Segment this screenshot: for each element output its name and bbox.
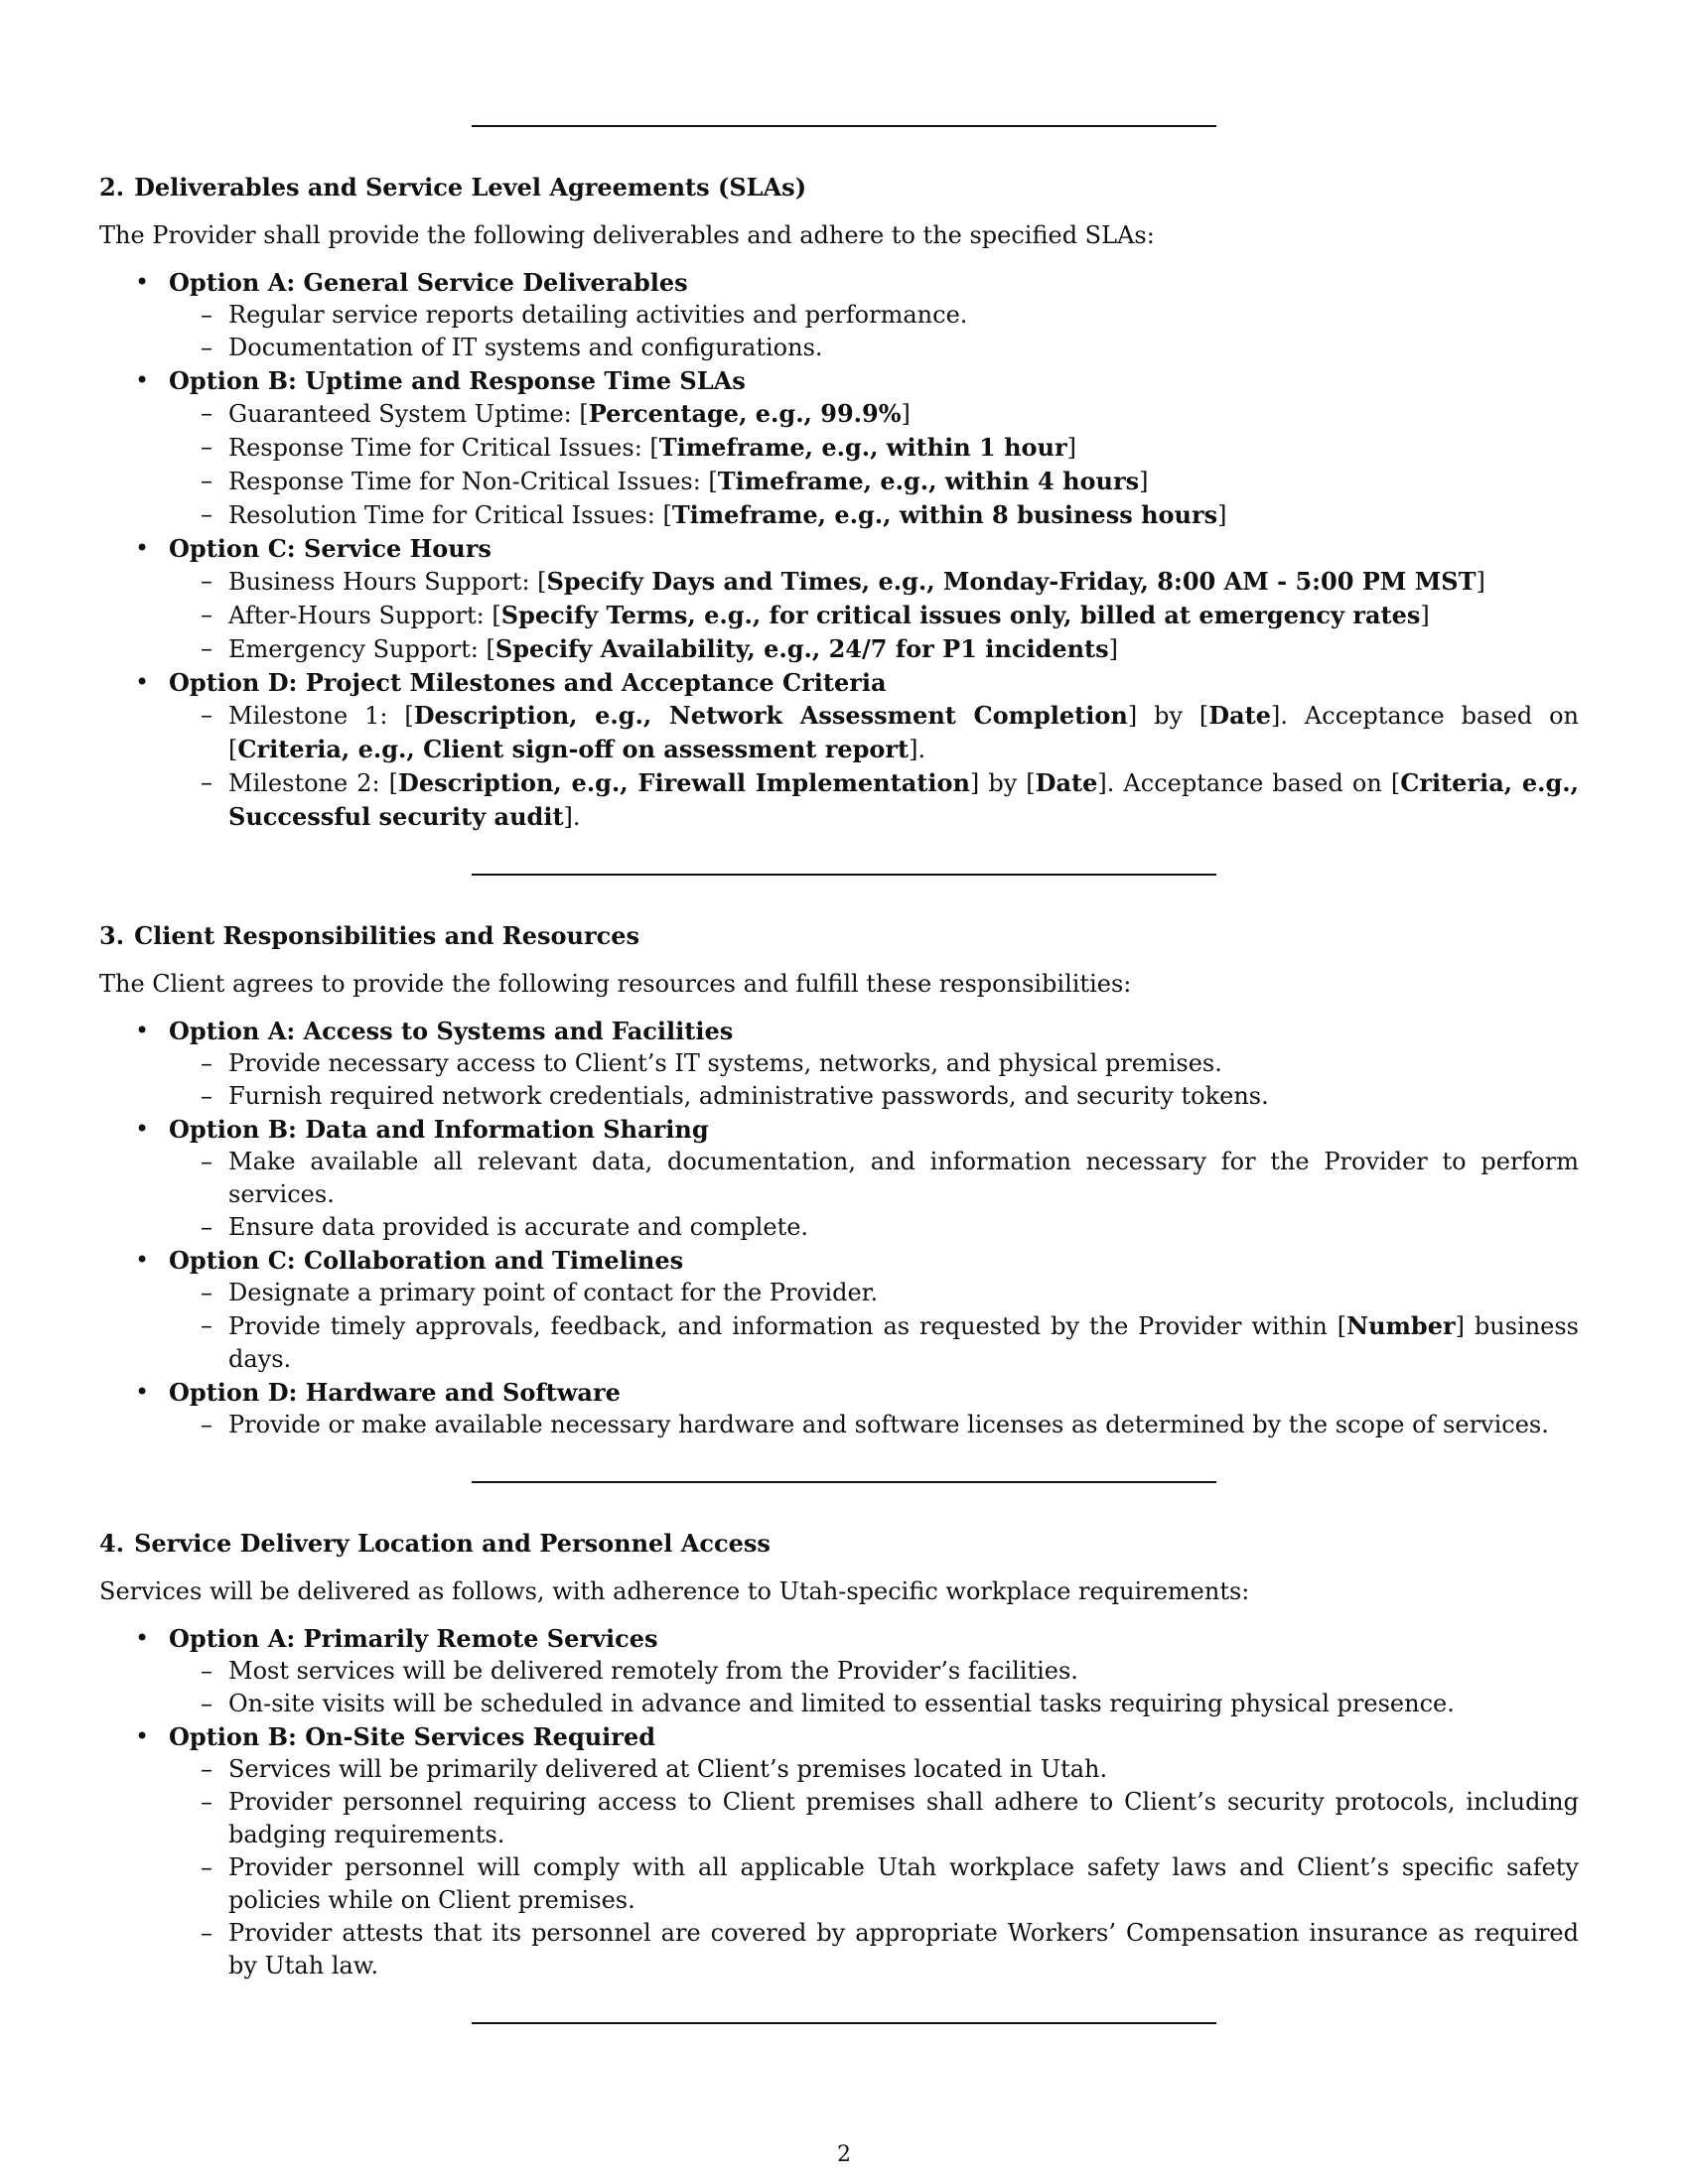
bullet-icon: • — [135, 268, 150, 296]
dash-icon: – — [201, 1657, 212, 1685]
document-page — [99, 0, 1589, 2024]
dash-icon: – — [201, 1755, 212, 1783]
dash-icon: – — [201, 567, 212, 595]
list-item: – After-Hours Support: [Specify Terms, e.g., for critical issues only, billed at emergency rates] — [201, 601, 1430, 629]
dash-icon: – — [201, 1311, 212, 1339]
list-item: – Most services will be delivered remotely from the Provider’s facilities. — [169, 1655, 1589, 1688]
list-item: – Response Time for Non-Critical Issues: [Timeframe, e.g., within 4 hours] — [201, 467, 1149, 495]
options-list — [99, 1015, 1589, 1441]
option-title: Option B: On-Site Services Required — [169, 1722, 655, 1751]
horizontal-rule — [472, 2022, 1216, 2024]
list-item: – Milestone 1: [Description, e.g., Network Assessment Completion] by [Date]. Acceptance based on [Criteria, e.g., Client sign-off on assessment report]. — [201, 701, 1580, 763]
options-list — [99, 1622, 1589, 1982]
list-item: – On-site visits will be scheduled in advance and limited to essential tasks requiring physical presence. — [169, 1688, 1589, 1720]
option-item — [99, 364, 1589, 532]
dash-icon: – — [201, 1213, 212, 1241]
option-item — [99, 1720, 1589, 1982]
option-item — [99, 266, 1589, 364]
option-title: Option C: Collaboration and Timelines — [169, 1246, 684, 1275]
placeholder-field: Criteria, e.g., Successful security audit — [228, 768, 1580, 831]
placeholder-field: Timeframe, e.g., within 1 hour — [658, 433, 1067, 462]
placeholder-field: Timeframe, e.g., within 4 hours — [717, 467, 1140, 495]
dash-icon: – — [201, 1411, 212, 1438]
dash-icon: – — [201, 399, 212, 427]
list-item: – Designate a primary point of contact for the Provider. — [169, 1277, 1589, 1309]
dash-icon: – — [201, 467, 212, 494]
list-item: – Provide or make available necessary hardware and software licenses as determined by the scope of services. — [169, 1409, 1589, 1441]
bullet-icon: • — [135, 668, 150, 696]
option-title: Option C: Service Hours — [169, 534, 492, 563]
dash-icon: – — [201, 1148, 212, 1175]
dash-icon: – — [201, 334, 212, 361]
bullet-icon: • — [135, 1115, 150, 1143]
list-item: – Milestone 2: [Description, e.g., Firewall Implementation] by [Date]. Acceptance based on [Criteria, e.g., Successful security audit]. — [201, 768, 1580, 831]
list-item: – Provider attests that its personnel are covered by appropriate Workers’ Compensation insurance as required by Utah law. — [201, 1919, 1579, 1979]
bullet-icon: • — [135, 366, 150, 394]
list-item: – Make available all relevant data, documentation, and information necessary for the Provider to perform services. — [201, 1148, 1579, 1208]
placeholder-field: Date — [1208, 701, 1272, 730]
section-heading: 4. Service Delivery Location and Personnel Access — [99, 1529, 771, 1558]
dash-icon: – — [201, 701, 212, 729]
placeholder-field: Timeframe, e.g., within 8 business hours — [671, 500, 1218, 529]
placeholder-field: Description, e.g., Network Assessment Completion — [413, 701, 1128, 730]
list-item: – Provide necessary access to Client’s IT systems, networks, and physical premises. — [169, 1047, 1589, 1080]
option-title: Option A: General Service Deliverables — [169, 268, 688, 297]
list-item: – Response Time for Critical Issues: [Timeframe, e.g., within 1 hour] — [201, 433, 1077, 462]
placeholder-field: Criteria, e.g., Client sign-off on assessment report — [237, 735, 910, 763]
list-item: – Services will be primarily delivered at Client’s premises located in Utah. — [169, 1753, 1589, 1786]
list-item: – Documentation of IT systems and configurations. — [169, 332, 1589, 364]
dash-icon: – — [201, 1049, 212, 1077]
list-item: – Guaranteed System Uptime: [Percentage, e.g., 99.9%] — [201, 399, 911, 428]
section-heading: 2. Deliverables and Service Level Agreements (SLAs) — [99, 173, 807, 202]
option-item — [99, 532, 1589, 666]
list-item: – Regular service reports detailing activities and performance. — [169, 299, 1589, 332]
placeholder-field: Description, e.g., Firewall Implementation — [398, 768, 970, 797]
dash-icon: – — [201, 1853, 212, 1881]
option-title: Option B: Data and Information Sharing — [169, 1115, 709, 1144]
dash-icon: – — [201, 768, 212, 796]
placeholder-field: Specify Terms, e.g., for critical issues only, billed at emergency rates — [500, 601, 1421, 629]
section-client-responsibilities — [99, 919, 1589, 1441]
bullet-icon: • — [135, 1378, 150, 1406]
list-item: – Provide timely approvals, feedback, and information as requested by the Provider within [Number] business days. — [201, 1311, 1580, 1373]
option-item — [99, 1015, 1589, 1113]
dash-icon: – — [201, 1279, 212, 1306]
dash-icon: – — [201, 1082, 212, 1110]
section-intro: The Provider shall provide the following deliverables and adhere to the specified SLAs: — [99, 221, 1155, 249]
options-list — [99, 266, 1589, 834]
placeholder-field: Number — [1346, 1311, 1456, 1340]
option-item — [99, 1622, 1589, 1720]
horizontal-rule — [472, 1481, 1216, 1483]
placeholder-field: Specify Days and Times, e.g., Monday-Friday, 8:00 AM - 5:00 PM MST — [546, 567, 1477, 596]
bullet-icon: • — [135, 1017, 150, 1044]
list-item: – Provider personnel requiring access to Client premises shall adhere to Client’s security protocols, including badging requirements. — [201, 1788, 1579, 1848]
list-item: – Resolution Time for Critical Issues: [Timeframe, e.g., within 8 business hours] — [201, 500, 1227, 529]
option-item — [99, 1113, 1589, 1244]
option-item — [99, 666, 1589, 834]
option-title: Option A: Primarily Remote Services — [169, 1624, 658, 1653]
placeholder-field: Specify Availability, e.g., 24/7 for P1 incidents — [494, 634, 1109, 663]
option-item — [99, 1376, 1589, 1441]
section-service-delivery-location — [99, 1527, 1589, 1982]
list-item: – Ensure data provided is accurate and complete. — [169, 1211, 1589, 1244]
horizontal-rule — [472, 874, 1216, 876]
list-item: – Furnish required network credentials, administrative passwords, and security tokens. — [169, 1080, 1589, 1113]
dash-icon: – — [201, 634, 212, 662]
list-item: – Emergency Support: [Specify Availability, e.g., 24/7 for P1 incidents] — [201, 634, 1119, 663]
option-title: Option A: Access to Systems and Facilities — [169, 1017, 734, 1045]
section-intro: Services will be delivered as follows, with adherence to Utah-specific workplace requirements: — [99, 1577, 1250, 1605]
placeholder-field: Percentage, e.g., 99.9% — [588, 399, 902, 428]
dash-icon: – — [201, 301, 212, 329]
option-title: Option D: Project Milestones and Acceptance Criteria — [169, 668, 887, 697]
bullet-icon: • — [135, 1722, 150, 1750]
section-heading: 3. Client Responsibilities and Resources — [99, 921, 639, 950]
dash-icon: – — [201, 500, 212, 528]
bullet-icon: • — [135, 1246, 150, 1274]
page-number: 2 — [837, 2142, 851, 2167]
horizontal-rule — [472, 125, 1216, 127]
dash-icon: – — [201, 433, 212, 461]
option-title: Option D: Hardware and Software — [169, 1378, 621, 1407]
bullet-icon: • — [135, 1624, 150, 1652]
section-intro: The Client agrees to provide the following resources and fulfill these responsibilities: — [99, 970, 1132, 998]
option-title: Option B: Uptime and Response Time SLAs — [169, 366, 746, 395]
bullet-icon: • — [135, 534, 150, 562]
dash-icon: – — [201, 1690, 212, 1717]
option-item — [99, 1244, 1589, 1376]
dash-icon: – — [201, 1788, 212, 1816]
dash-icon: – — [201, 1919, 212, 1947]
list-item: – Provider personnel will comply with all applicable Utah workplace safety laws and Client’s specific safety policies while on Client premises. — [201, 1853, 1579, 1914]
list-item: – Business Hours Support: [Specify Days and Times, e.g., Monday-Friday, 8:00 AM - 5:00 PM MST] — [201, 567, 1485, 596]
dash-icon: – — [201, 601, 212, 628]
placeholder-field: Date — [1035, 768, 1098, 797]
section-deliverables-slas — [99, 171, 1589, 834]
